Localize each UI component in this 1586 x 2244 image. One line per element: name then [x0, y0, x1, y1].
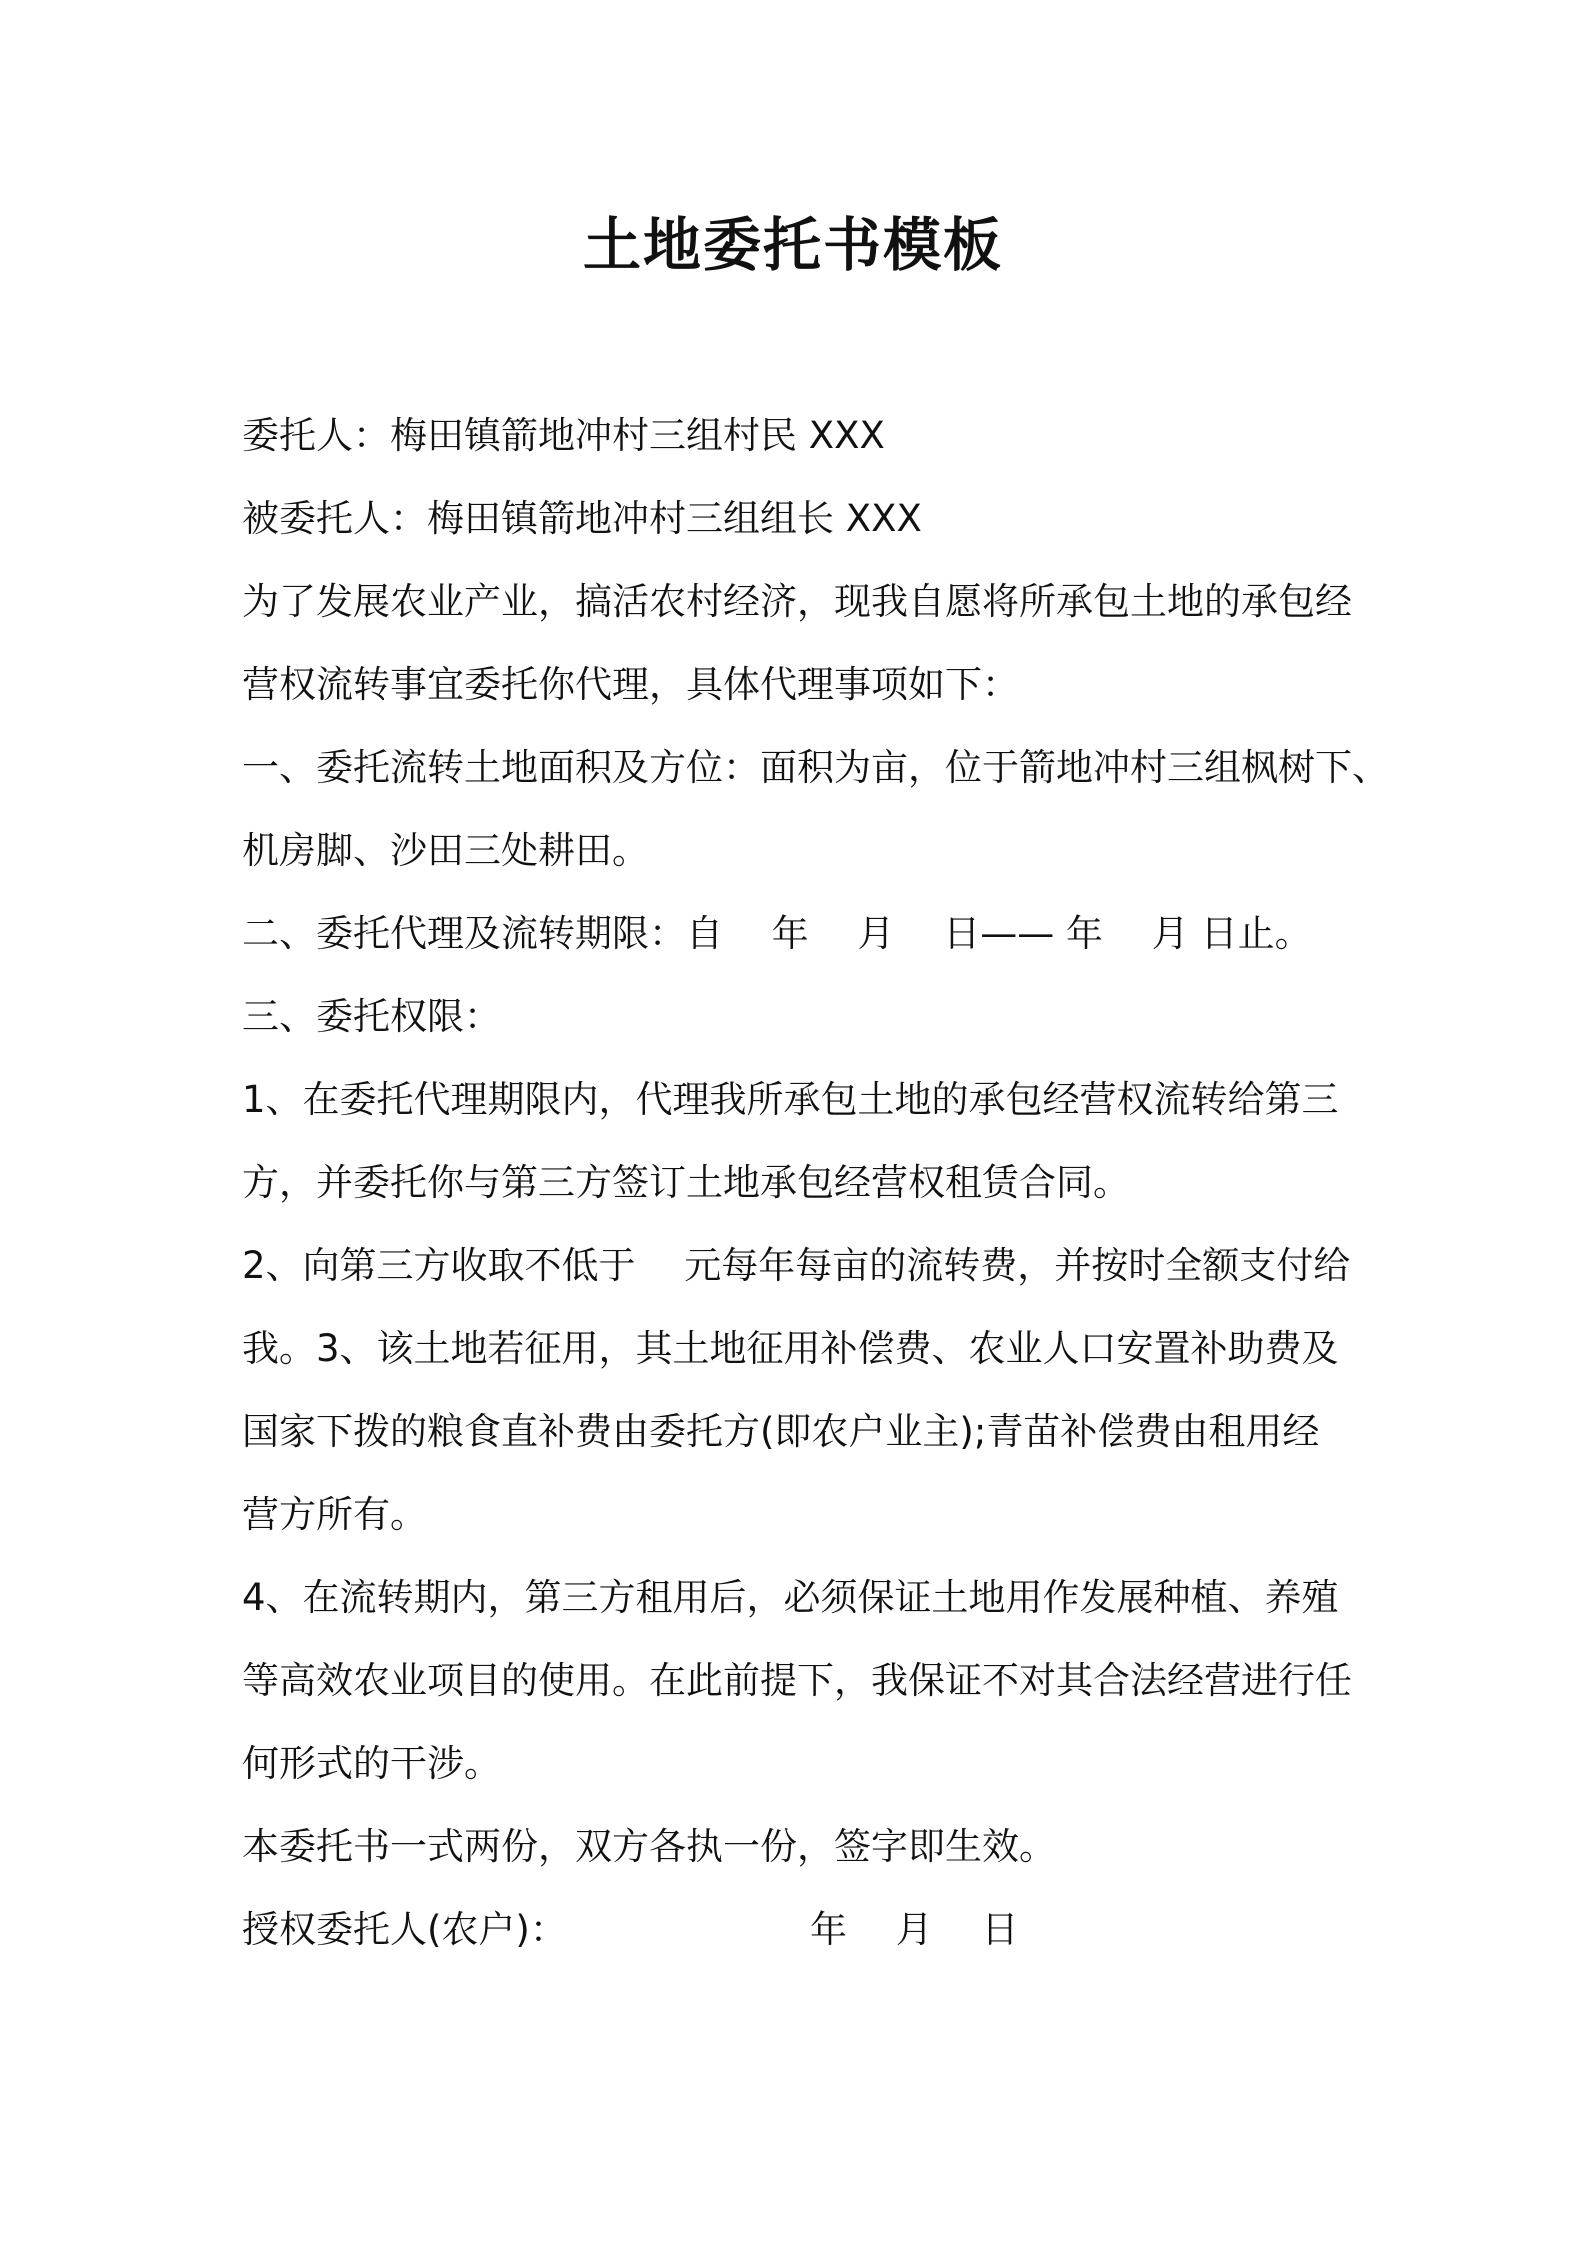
principal-line: 委托人：梅田镇箭地冲村三组村民 XXX: [242, 414, 885, 457]
clause-two-line: 二、委托代理及流转期限：自 年 月 日—— 年 月 日止。: [242, 912, 1312, 955]
clause-three-heading: 三、委托权限：: [242, 995, 501, 1038]
item-two-line: 2、向第三方收取不低于 元每年每亩的流转费，并按时全额支付给: [242, 1244, 1351, 1287]
agent-line: 被委托人：梅田镇箭地冲村三组组长 XXX: [242, 497, 922, 540]
signature-label: 授权委托人(农户)：: [242, 1908, 567, 1951]
item-three-line: 我。3、该土地若征用，其土地征用补偿费、农业人口安置补助费及: [242, 1327, 1339, 1370]
item-one-line: 1、在委托代理期限内，代理我所承包土地的承包经营权流转给第三: [242, 1078, 1339, 1121]
item-four-line: 4、在流转期内，第三方租用后，必须保证土地用作发展种植、养殖: [242, 1576, 1339, 1619]
item-four-line: 何形式的干涉。: [242, 1742, 501, 1785]
paragraph-line: 为了发展农业产业，搞活农村经济，现我自愿将所承包土地的承包经: [242, 580, 1352, 623]
clause-one-line: 机房脚、沙田三处耕田。: [242, 829, 649, 872]
signature-date: 年 月 日: [810, 1908, 1019, 1951]
item-three-line: 营方所有。: [242, 1493, 427, 1536]
validity-line: 本委托书一式两份，双方各执一份，签字即生效。: [242, 1825, 1056, 1868]
paragraph-line: 营权流转事宜委托你代理，具体代理事项如下：: [242, 663, 1019, 706]
item-three-line: 国家下拨的粮食直补费由委托方(即农户业主);青苗补偿费由租用经: [242, 1410, 1320, 1453]
document-title: 土地委托书模板: [582, 211, 1003, 279]
item-one-line: 方，并委托你与第三方签订土地承包经营权租赁合同。: [242, 1161, 1130, 1204]
item-four-line: 等高效农业项目的使用。在此前提下，我保证不对其合法经营进行任: [242, 1659, 1352, 1702]
clause-one-line: 一、委托流转土地面积及方位：面积为亩，位于箭地冲村三组枫树下、: [242, 746, 1389, 789]
